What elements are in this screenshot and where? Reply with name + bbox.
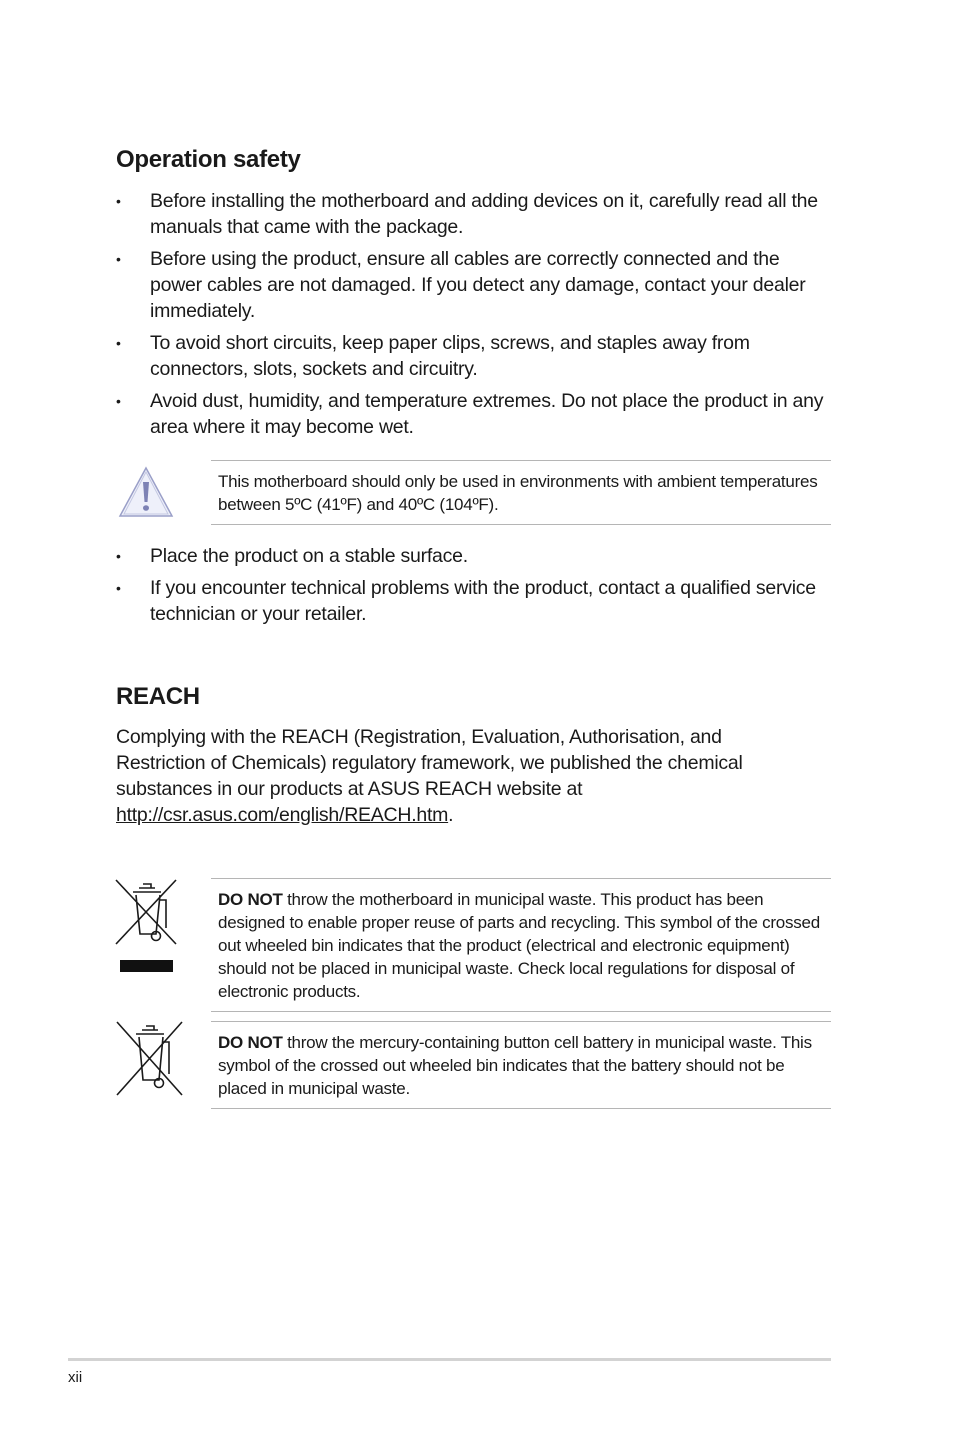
list-item-text: Before installing the motherboard and adding devices on it, carefully read all the manuals that came with the package. (150, 190, 818, 238)
caution-triangle-icon (116, 464, 176, 520)
crossed-wheeled-bin-icon (114, 878, 180, 974)
reach-paragraph-text: Complying with the REACH (Registration, Evaluation, Authorisation, and Restriction of Chemicals) regulatory framework, we published the chemical substances in our products at ASUS REACH website at (116, 726, 743, 800)
page-number: xii (68, 1369, 83, 1386)
list-item-text: To avoid short circuits, keep paper clips, screws, and staples away from connectors, slots, sockets and circuitry. (150, 332, 750, 380)
list-item-text: Place the product on a stable surface. (150, 545, 468, 567)
do-not-emphasis: DO NOT (218, 890, 283, 909)
bullet-marker: • (116, 393, 121, 409)
list-item (116, 246, 836, 324)
disposal-note-body: throw the motherboard in municipal waste. This product has been designed to enable proper reuse of parts and recycling. This symbol of the crossed out wheeled bin indicates that the product (electrical and electronic equipment) should not be placed in municipal waste. Check local regulations for disposal of electronic products. (218, 890, 820, 1001)
bullet-marker: • (116, 335, 121, 351)
bullet-marker: • (116, 548, 121, 564)
disposal-note-body: throw the mercury-containing button cell battery in municipal waste. This symbol of the crossed out wheeled bin indicates that the battery should not be placed in municipal waste. (218, 1033, 812, 1098)
footer-divider (68, 1358, 831, 1361)
bullet-marker: • (116, 251, 121, 267)
list-item (116, 388, 836, 440)
reach-paragraph-end: . (448, 804, 454, 826)
list-item (116, 330, 836, 382)
section-heading-reach: REACH (116, 683, 200, 710)
operation-safety-list (116, 188, 836, 446)
caution-note (211, 460, 831, 525)
list-item (116, 575, 836, 627)
list-item-text: If you encounter technical problems with the product, contact a qualified service technician or your retailer. (150, 577, 816, 625)
caution-note-text: This motherboard should only be used in environments with ambient temperatures between 5ºC (41ºF) and 40ºC (104ºF). (218, 472, 818, 514)
disposal-note-text (211, 888, 831, 1003)
disposal-note-battery (211, 1021, 831, 1109)
bullet-marker: • (116, 580, 121, 596)
operation-safety-list-continued (116, 543, 836, 633)
crossed-wheeled-bin-battery-icon (114, 1020, 186, 1098)
disposal-note-motherboard (211, 878, 831, 1012)
section-heading-operation-safety: Operation safety (116, 146, 301, 173)
do-not-emphasis: DO NOT (218, 1033, 283, 1052)
list-item-text: Avoid dust, humidity, and temperature extremes. Do not place the product in any area where it may become wet. (150, 390, 824, 438)
list-item (116, 543, 836, 569)
reach-website-link[interactable]: http://csr.asus.com/english/REACH.htm (116, 804, 449, 826)
bullet-marker: • (116, 193, 121, 209)
list-item (116, 188, 836, 240)
reach-paragraph (116, 724, 816, 828)
disposal-note-text (211, 1031, 831, 1100)
list-item-text: Before using the product, ensure all cables are correctly connected and the power cables are not damaged. If you detect any damage, contact your dealer immediately. (150, 248, 806, 322)
